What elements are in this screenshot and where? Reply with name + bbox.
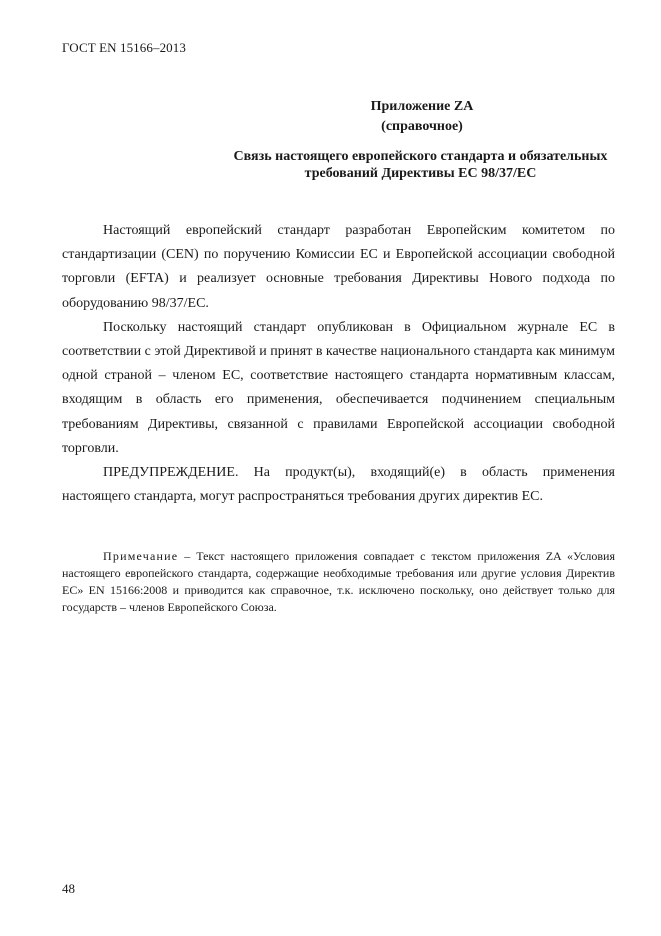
note-text: – Текст настоящего приложения совпадает с текстом приложения ZA «Условия настоящего европейского стандарта, содержащие необходимые требования или другие условия Директив ЕС» EN 15166:2008 и приводится как справочное, т.к. исключено поскольку, оно действует только для государств – членов Европейского Союза. [62,549,615,614]
page-number: 48 [62,881,75,896]
annex-heading-block [62,148,654,182]
body-paragraph-1: Настоящий европейский стандарт разработан Европейским комитетом по стандартизации (CEN) по поручению Комиссии ЕС и Европейской ассоциации свободной торговли (EFTA) и реализует основные требования Директивы Нового подхода по оборудованию 98/37/ЕС. [62,223,615,311]
annex-heading-line-2: требований Директивы ЕС 98/37/ЕС [304,166,537,181]
note-label: Примечание [103,549,179,563]
body-text [62,219,615,509]
annex-title-block [62,97,654,137]
body-paragraph-3-warning: ПРЕДУПРЕЖДЕНИЕ. На продукт(ы), входящий(е) в область применения настоящего стандарта, могут распространяться требования других директив ЕС. [62,465,615,505]
annex-heading-line-1: Связь настоящего европейского стандарта и обязательных [233,149,608,164]
annex-subtitle: (справочное) [381,119,463,134]
note-block [62,548,615,616]
note-paragraph [62,548,615,616]
annex-title: Приложение ZA [370,99,474,114]
standard-code-header: ГОСТ EN 15166–2013 [62,40,186,55]
body-paragraph-2: Поскольку настоящий стандарт опубликован в Официальном журнале ЕС в соответствии с этой Директивой и принят в качестве национального стандарта как минимум одной страной – членом ЕС, соответствие настоящего стандарта нормативным классам, входящим в область его применения, обеспечивается подчинением специальным требованиям Директивы, связанной с правилами Европейской ассоциации свободной торговли. [62,319,615,456]
